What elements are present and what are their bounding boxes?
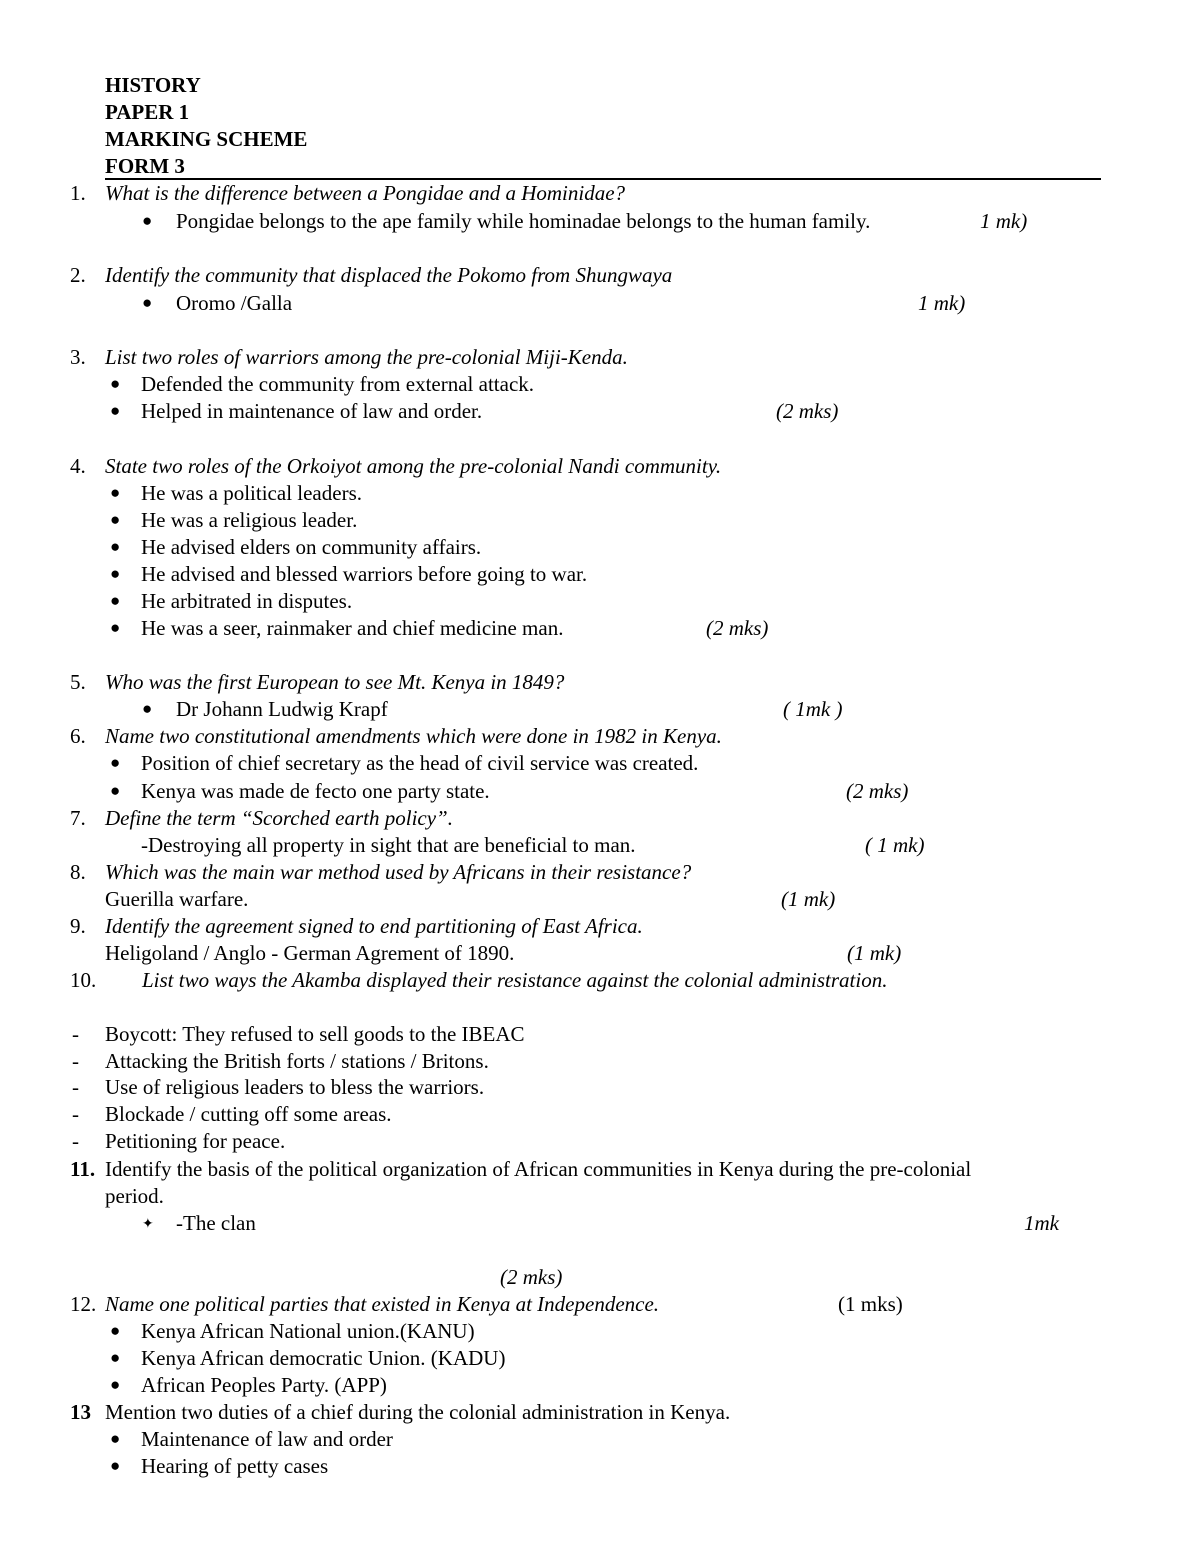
marks-label: 1 mk)	[980, 209, 1028, 233]
bullet-icon: ●	[142, 211, 153, 230]
question-number: 2.	[70, 263, 86, 287]
bullet-icon: ●	[110, 374, 121, 393]
question-text: What is the difference between a Pongidae and a Hominidae?	[105, 181, 626, 205]
answer-text: Blockade / cutting off some areas.	[105, 1102, 392, 1126]
answer-text: Use of religious leaders to bless the warriors.	[105, 1075, 485, 1099]
question-number: 6.	[70, 724, 86, 748]
answer-text: Kenya African democratic Union. (KADU)	[141, 1346, 506, 1370]
question-text: List two ways the Akamba displayed their resistance against the colonial administration.	[142, 968, 888, 992]
bullet-icon: ●	[110, 510, 121, 529]
bullet-icon: ●	[142, 699, 153, 718]
question-number: 3.	[70, 345, 86, 369]
question-text: List two roles of warriors among the pre-colonial Miji-Kenda.	[105, 345, 628, 369]
answer-text: He arbitrated in disputes.	[141, 589, 353, 613]
question-number: 11.	[70, 1157, 96, 1181]
paper-title: PAPER 1	[105, 100, 190, 124]
header-rule	[105, 178, 1101, 180]
marks-label: (2 mks)	[776, 399, 839, 423]
question-text: Who was the first European to see Mt. Kenya in 1849?	[105, 670, 565, 694]
answer-text: Petitioning for peace.	[105, 1129, 286, 1153]
answer-text: Attacking the British forts / stations / Britons.	[105, 1049, 489, 1073]
answer-text: Guerilla warfare.	[105, 887, 249, 911]
bullet-icon: ✦	[142, 1217, 154, 1232]
bullet-icon: ●	[110, 591, 121, 610]
question-number: 4.	[70, 454, 86, 478]
bullet-icon: ●	[110, 1375, 121, 1394]
bullet-icon: ●	[110, 564, 121, 583]
question-text: Name two constitutional amendments which were done in 1982 in Kenya.	[105, 724, 722, 748]
answer-text: Boycott: They refused to sell goods to the IBEAC	[105, 1022, 525, 1046]
bullet-icon: ●	[110, 1348, 121, 1367]
marks-label: (2 mks)	[500, 1265, 563, 1289]
marks-label: 1 mk)	[918, 291, 966, 315]
answer-text: Oromo /Galla	[176, 291, 293, 315]
dash-marker: -	[72, 1075, 79, 1099]
form-title: FORM 3	[105, 154, 185, 178]
bullet-icon: ●	[110, 753, 121, 772]
marks-label: ( 1mk )	[783, 697, 843, 721]
question-text: Name one political parties that existed in Kenya at Independence.	[105, 1292, 660, 1316]
answer-text: -The clan	[176, 1211, 256, 1235]
bullet-icon: ●	[110, 483, 121, 502]
answer-text: Kenya African National union.(KANU)	[141, 1319, 475, 1343]
question-number: 12.	[70, 1292, 97, 1316]
marks-label: (1 mk)	[781, 887, 836, 911]
answer-text: He advised and blessed warriors before going to war.	[141, 562, 588, 586]
marks-label: (1 mk)	[847, 941, 902, 965]
marks-label: (2 mks)	[846, 779, 909, 803]
bullet-icon: ●	[110, 1429, 121, 1448]
answer-text: He was a religious leader.	[141, 508, 358, 532]
answer-text: He advised elders on community affairs.	[141, 535, 482, 559]
dash-marker: -	[72, 1102, 79, 1126]
dash-marker: -	[72, 1049, 79, 1073]
question-text: period.	[105, 1184, 164, 1208]
answer-text: He was a seer, rainmaker and chief medicine man.	[141, 616, 564, 640]
subject-title: HISTORY	[105, 73, 201, 97]
answer-text: Defended the community from external attack.	[141, 372, 535, 396]
answer-text: Kenya was made de fecto one party state.	[141, 779, 490, 803]
document-header	[105, 72, 307, 180]
marks-label: (1 mks)	[838, 1292, 903, 1316]
answer-text: Pongidae belongs to the ape family while hominadae belongs to the human family.	[176, 209, 871, 233]
question-text: Identify the community that displaced the Pokomo from Shungwaya	[105, 263, 673, 287]
marks-label: ( 1 mk)	[865, 833, 925, 857]
bullet-icon: ●	[110, 401, 121, 420]
question-number: 10.	[70, 968, 97, 992]
question-text: Identify the agreement signed to end partitioning of East Africa.	[105, 914, 643, 938]
bullet-icon: ●	[142, 293, 153, 312]
bullet-icon: ●	[110, 537, 121, 556]
answer-text: He was a political leaders.	[141, 481, 362, 505]
marks-label: (2 mks)	[706, 616, 769, 640]
answer-text: -Destroying all property in sight that are beneficial to man.	[141, 833, 636, 857]
marks-label: 1mk	[1024, 1211, 1059, 1235]
dash-marker: -	[72, 1022, 79, 1046]
answer-text: Position of chief secretary as the head of civil service was created.	[141, 751, 699, 775]
answer-text: Helped in maintenance of law and order.	[141, 399, 483, 423]
answer-text: Dr Johann Ludwig Krapf	[176, 697, 388, 721]
answer-text: African Peoples Party. (APP)	[141, 1373, 387, 1397]
answer-text: Hearing of petty cases	[141, 1454, 329, 1478]
question-text: Which was the main war method used by Africans in their resistance?	[105, 860, 692, 884]
bullet-icon: ●	[110, 781, 121, 800]
question-text: Define the term “Scorched earth policy”.	[105, 806, 453, 830]
question-number: 1.	[70, 181, 86, 205]
bullet-icon: ●	[110, 1321, 121, 1340]
bullet-icon: ●	[110, 618, 121, 637]
answer-text: Heligoland / Anglo - German Agrement of 1890.	[105, 941, 515, 965]
question-text: Identify the basis of the political organization of African communities in Kenya during the pre-colonial	[105, 1157, 972, 1181]
question-number: 5.	[70, 670, 86, 694]
question-number: 8.	[70, 860, 86, 884]
bullet-icon: ●	[110, 1456, 121, 1475]
question-number: 13	[70, 1400, 91, 1424]
answer-text: Maintenance of law and order	[141, 1427, 393, 1451]
question-text: State two roles of the Orkoiyot among the pre-colonial Nandi community.	[105, 454, 722, 478]
question-text: Mention two duties of a chief during the colonial administration in Kenya.	[105, 1400, 731, 1424]
question-number: 9.	[70, 914, 86, 938]
question-number: 7.	[70, 806, 86, 830]
dash-marker: -	[72, 1129, 79, 1153]
scheme-title: MARKING SCHEME	[105, 127, 308, 151]
